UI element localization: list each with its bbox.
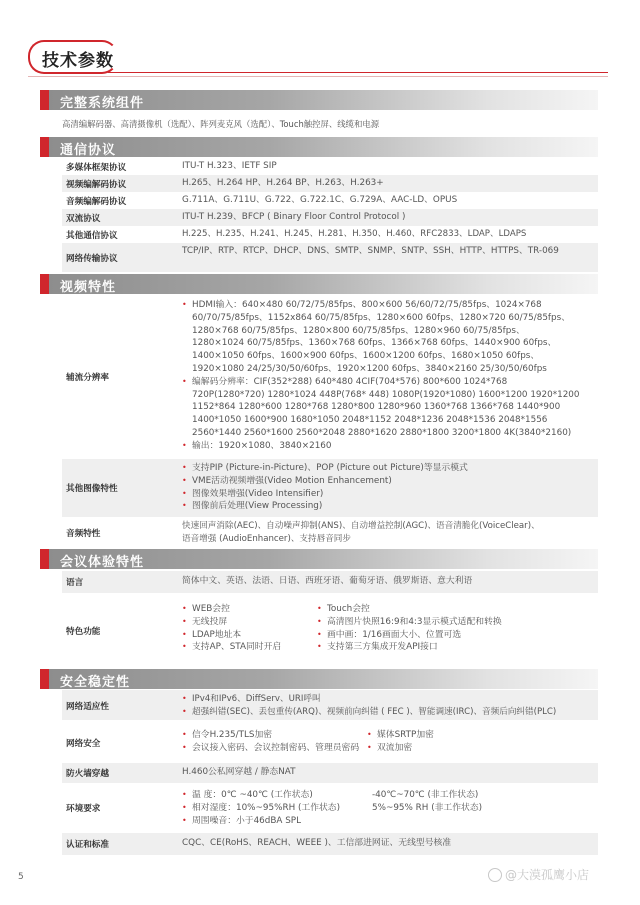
list-item: 720P(1280*720) 1280*1024 448P(768* 448) 1080P(1920*1080) 1600*1200 1920*1200 [192,389,580,400]
list-item: 1280×1024 60/75/85fps、1360×768 60fps、1366×768 60fps、1440×900 60fps、 [192,338,557,349]
list-item: • 双流加密 [367,742,567,755]
row-value: H.265、H.264 HP、H.264 BP、H.263、H.263+ [182,178,384,188]
row-key: 网络安全 [66,739,101,749]
environment-column-right [372,789,572,815]
list-item: 1152*864 1280*600 1280*768 1280*800 1280*960 1360*768 1366*768 1440*900 [192,402,561,413]
list-item: 1400×1050 60fps、1600×900 60fps、1600×1200 60fps、1680×1050 60fps、 [192,351,540,362]
list-item: • 无线投屏 [182,616,317,629]
list-item: • VME活动视频增强(Video Motion Enhancement) [182,475,596,488]
table-row-net-security [62,723,598,761]
list-item: 快速回声消除(AEC)、自动噪声抑制(ANS)、自动增益控制(AGC)、语音清脆化(VoiceClear)、 [182,521,540,531]
list-item: • 支持PIP (Picture-in-Picture)、POP (Picture out Picture)等显示模式 [182,462,596,475]
section-header-meeting [40,549,598,569]
section-title: 视频特性 [60,280,117,295]
table-row [62,243,598,272]
page-number: 5 [18,872,24,882]
row-value: TCP/IP、RTP、RTCP、DHCP、DNS、SMTP、SNMP、SNTP、SSH、HTTP、HTTPS、TR-069 [182,246,559,256]
row-key: 视频编解码协议 [66,180,127,190]
table-row [62,209,598,226]
section-title: 完整系统组件 [60,96,145,111]
row-value: G.711A、G.711U、G.722、G.722.1C、G.729A、AAC-LD、OPUS [182,195,458,205]
table-row [62,158,598,175]
section-accent [40,90,49,110]
list-item: • 温 度：0℃ ~40℃ (工作状态) [182,789,372,802]
security-columns [182,729,596,757]
page-title-block [28,40,608,80]
list-item: • 会议接入密码、会议控制密码、管理员密码 [182,742,367,755]
row-key: 认证和标准 [66,840,109,850]
watermark-logo-icon [488,868,502,882]
section-accent [40,549,49,569]
page-title: 技术参数 [42,51,114,71]
list-item: • 支持第三方集成开发API接口 [317,641,597,654]
list-item: • 图像效果增强(Video Intensifier) [182,488,596,501]
list-item: 5%~95% RH (非工作状态) [372,802,483,813]
list-item: • Touch会控 [317,603,597,616]
list-item: • IPv4和IPv6、DiffServ、URI呼叫 [182,693,596,706]
section-header-protocol [40,137,598,157]
list-item: • 媒体SRTP加密 [367,729,567,742]
list-item: • 图像前后处理(View Processing) [182,500,596,513]
list-item: -40℃~70℃ (非工作状态) [372,790,479,800]
section-accent [40,274,49,294]
row-key: 网络传输协议 [66,254,118,264]
row-key: 特色功能 [66,627,101,637]
row-value: H.225、H.235、H.241、H.245、H.281、H.350、H.460、RFC2833、LDAP、LDAPS [182,229,527,239]
row-value: ITU-T H.239、BFCP ( Binary Floor Control Protocol ) [182,212,406,222]
row-value: ITU-T H.323、IETF SIP [182,161,277,171]
feature-column-right [317,603,597,654]
section-band [49,669,598,689]
list-item: 1280×768 60/75/85fps、1280×800 60/75/85fps、1280×960 60/75/85fps、 [192,325,525,336]
system-components-text: 高清编解码器、高清摄像机（选配）、阵列麦克风（选配）、Touch触控屏、线缆和电源 [62,119,380,129]
table-row-features [62,596,598,666]
feature-columns [182,603,596,663]
table-row-certification [62,833,598,855]
row-value: CQC、CE(RoHS、REACH、WEEE )、工信部进网证、无线型号核准 [182,838,452,848]
row-key: 网络适应性 [66,702,109,712]
list-item: • 信令H.235/TLS加密 [182,729,367,742]
watermark [488,866,589,883]
title-rule [108,72,608,73]
row-key: 防火墙穿越 [66,769,109,779]
section-title: 会议体验特性 [60,555,145,570]
table-row-network [62,690,598,720]
list-item: • HDMI输入：640×480 60/72/75/85fps、800×600 56/60/72/75/85fps、1024×768 [182,299,596,312]
section-header-security [40,669,598,689]
section-header-system [40,90,598,110]
row-key: 环境要求 [66,804,101,814]
security-column-right [367,729,567,755]
title-rule-light [28,76,608,77]
table-row-audio [62,518,598,548]
row-key: 双流协议 [66,214,101,224]
section-accent [40,137,49,157]
table-row [62,226,598,243]
list-item: • 周围噪音：小于46dBA SPL [182,815,372,828]
section-title: 安全稳定性 [60,675,131,690]
list-item: • 高清图片快照16:9和4:3显示模式适配和转换 [317,616,597,629]
list-item: 1920×1080 24/25/30/50/60fps、1920×1200 60fps、3840×2160 25/30/50/60fps [192,363,547,374]
section-band [49,137,598,157]
feature-column-left [182,603,317,654]
list-item: • 超强纠错(SEC)、丢包重传(ARQ)、视频前向纠错 ( FEC )、智能调速(IRC)、音频后向纠错(PLC) [182,706,596,719]
list-item: 1400*1050 1600*900 1680*1050 2048*1152 2048*1236 2048*1536 2048*1556 [192,415,548,426]
section-title: 通信协议 [60,143,117,158]
list-item: • 画中画：1/16画面大小、位置可选 [317,629,597,642]
row-value: H.460公私网穿越 / 静态NAT [182,767,296,777]
list-item: • LDAP地址本 [182,629,317,642]
resolution-list [182,299,596,453]
table-row-language [62,571,598,593]
list-item: • 相对湿度：10%~95%RH (工作状态) [182,802,372,815]
section-band [49,274,598,294]
row-key: 辅流分辨率 [66,373,109,383]
audio-feature-text [182,520,596,546]
table-row [62,175,598,192]
list-item: 2560*1440 2560*1600 2560*2048 2880*1620 2880*1800 3200*1800 4K(3840*2160) [192,427,572,438]
table-row [62,192,598,209]
environment-column-left [182,789,372,827]
table-row-firewall [62,763,598,783]
table-row-environment [62,786,598,830]
section-header-video [40,274,598,294]
watermark-text: @大漠孤鹰小店 [505,868,590,882]
list-item: 60/70/75/85fps、1152x864 60/75/85fps、1280×600 60fps、1280×720 60/75/85fps、 [192,312,570,323]
table-row-resolution [62,296,598,458]
section-accent [40,669,49,689]
row-key: 其他图像特性 [66,484,118,494]
list-item: 语音增强 (AudioEnhancer)、支持唇音同步 [182,533,351,544]
list-item: • 编解码分辨率：CIF(352*288) 640*480 4CIF(704*576) 800*600 1024*768 [182,376,596,389]
list-item: • 支持AP、STA同时开启 [182,641,317,654]
row-key: 音频编解码协议 [66,197,127,207]
environment-columns [182,789,596,829]
row-key: 其他通信协议 [66,231,118,241]
image-feature-list [182,462,596,513]
network-list [182,693,596,719]
row-key: 多媒体框架协议 [66,163,127,173]
row-key: 语言 [66,578,84,588]
table-row-image [62,459,598,517]
row-value: 简体中文、英语、法语、日语、西班牙语、葡萄牙语、俄罗斯语、意大利语 [182,576,473,586]
security-column-left [182,729,367,755]
list-item: • 输出：1920×1080、3840×2160 [182,440,596,453]
row-key: 音频特性 [66,529,101,539]
list-item: • WEB会控 [182,603,317,616]
